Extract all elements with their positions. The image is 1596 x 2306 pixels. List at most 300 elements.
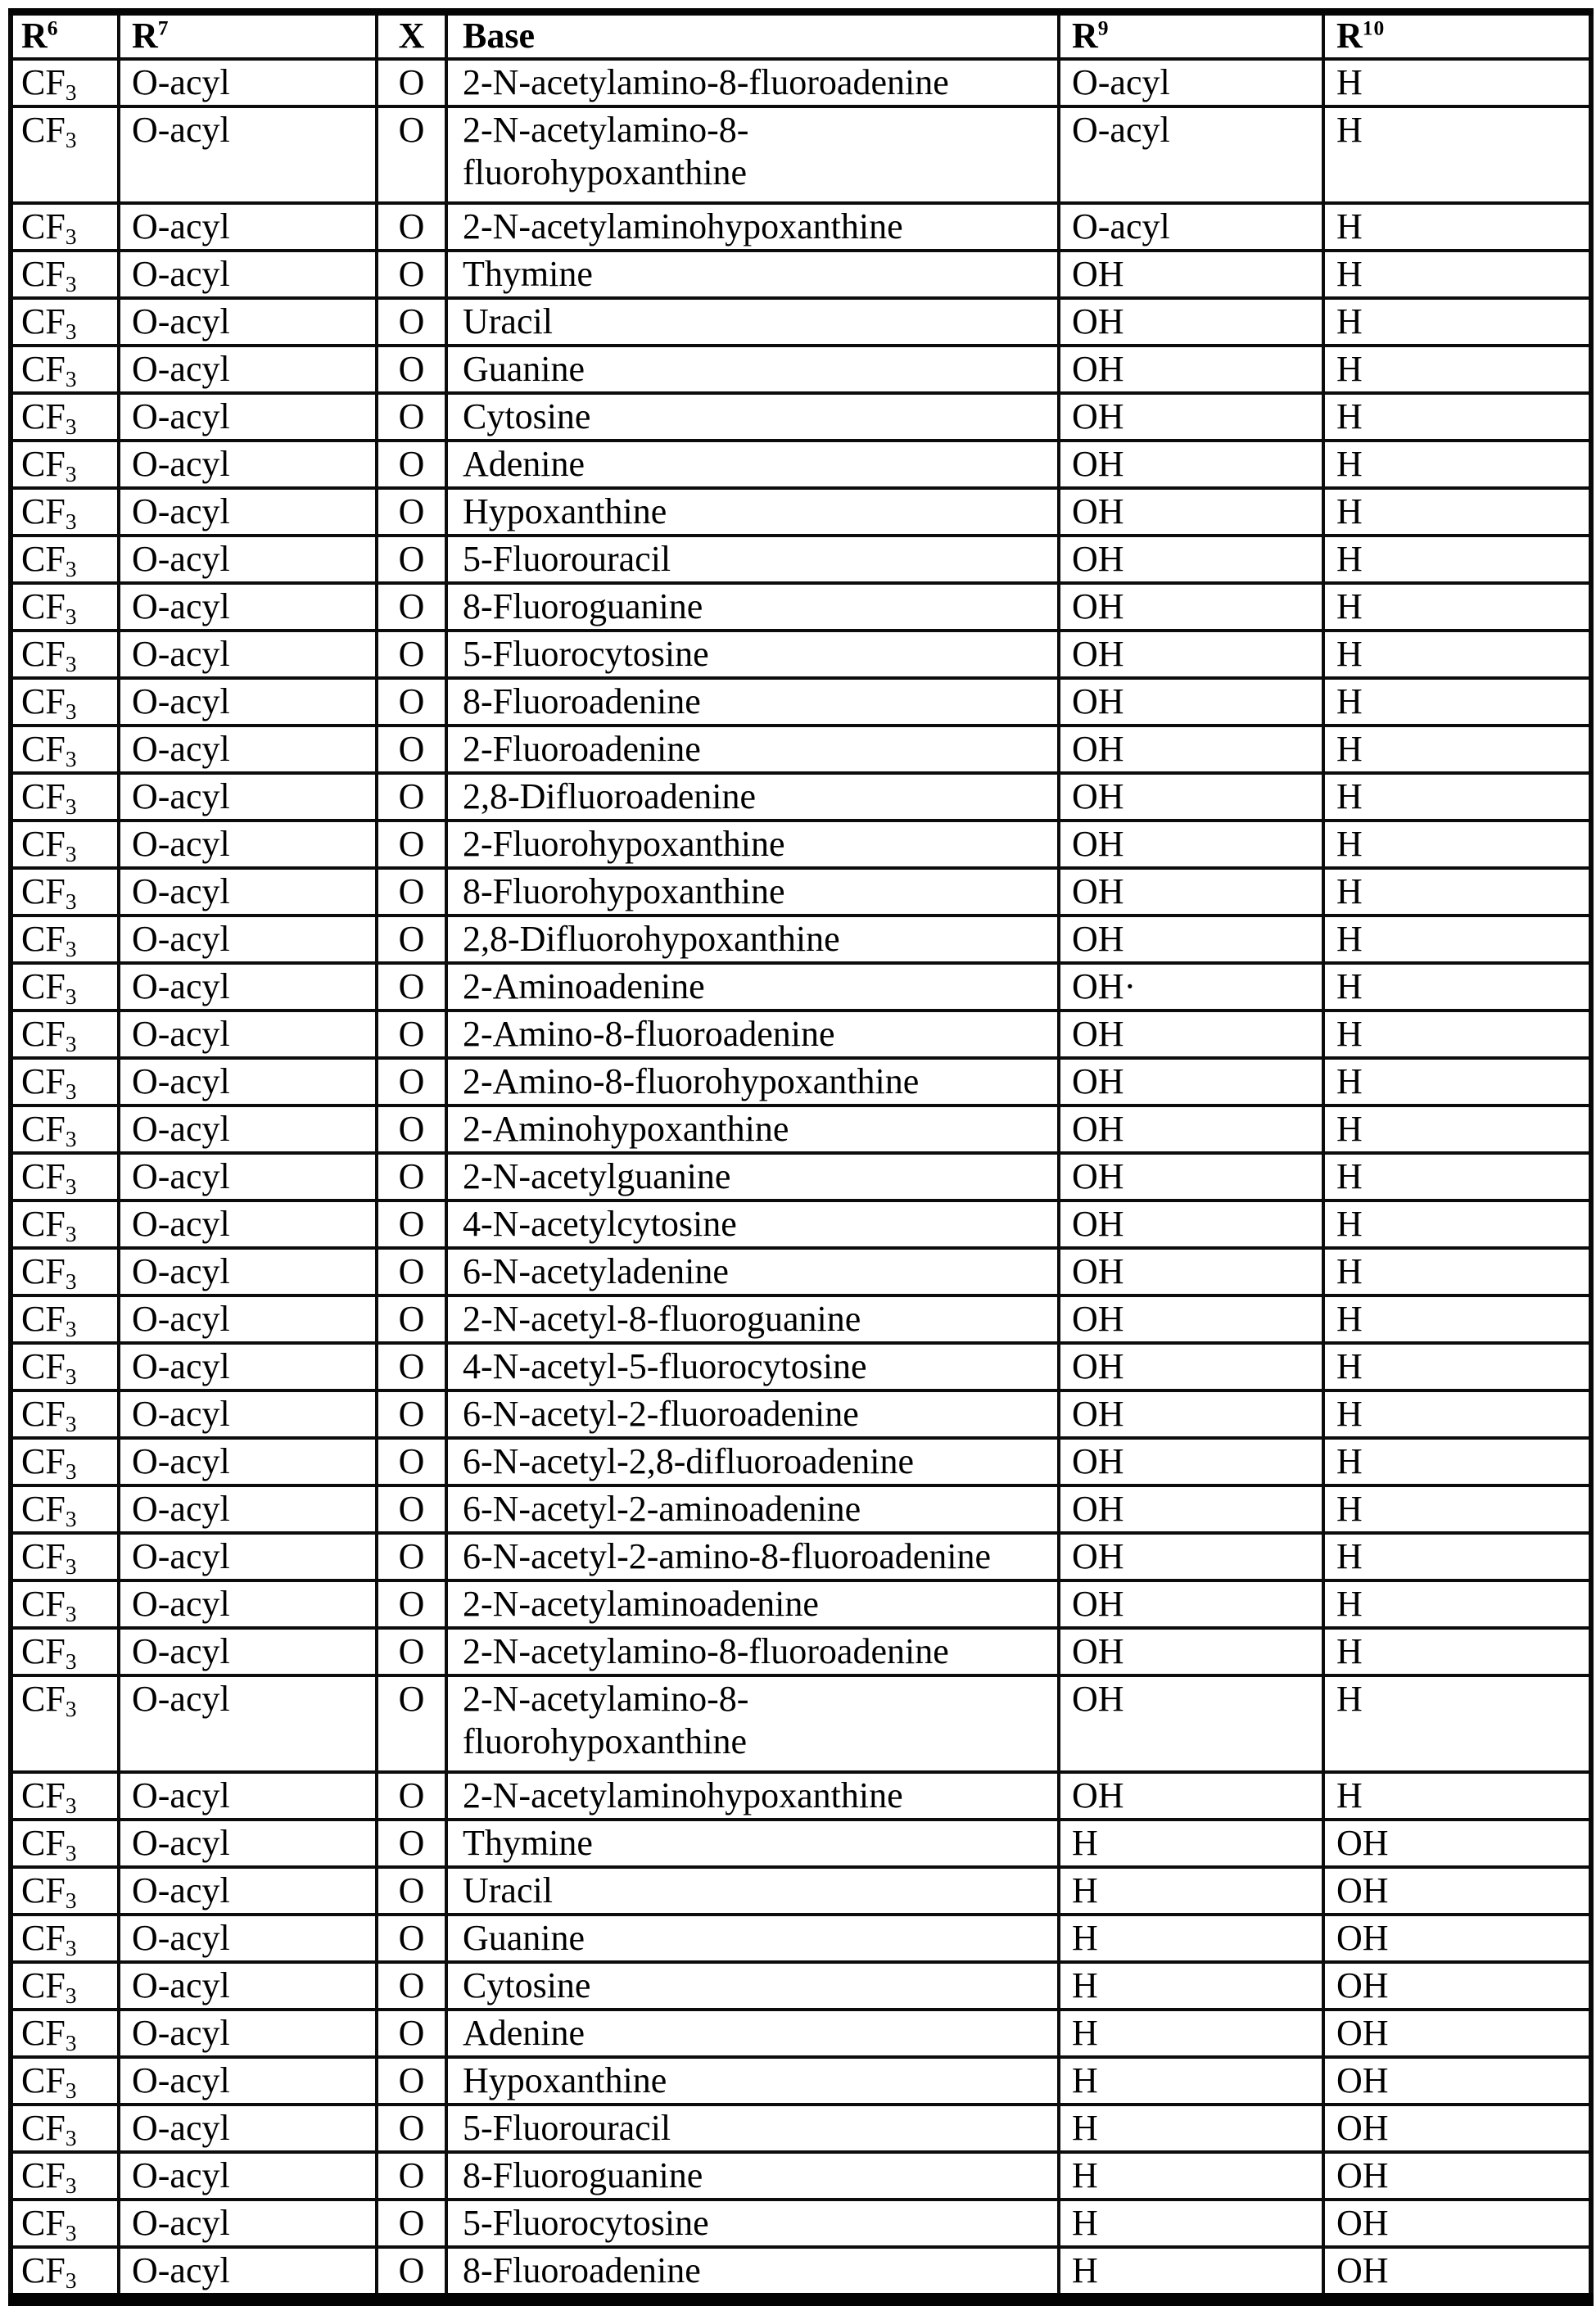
table-row bbox=[11, 203, 1591, 251]
cell-r7: O-acyl bbox=[119, 1867, 377, 1915]
cell-base: Hypoxanthine bbox=[446, 2057, 1059, 2105]
cell-r10: H bbox=[1323, 1343, 1591, 1390]
cell-x: O bbox=[377, 2057, 446, 2105]
cell-r6: $CF_3$ bbox=[11, 1820, 119, 1867]
cell-x: O bbox=[377, 441, 446, 488]
cell-r7: O-acyl bbox=[119, 1058, 377, 1106]
cell-base: Cytosine bbox=[446, 393, 1059, 441]
cell-r9: OH bbox=[1059, 1390, 1323, 1438]
cell-base: 5-Fluorouracil bbox=[446, 2105, 1059, 2152]
table-row bbox=[11, 251, 1591, 298]
table-row bbox=[11, 1772, 1591, 1820]
cell-x: O bbox=[377, 203, 446, 251]
cell-x: O bbox=[377, 1962, 446, 2010]
cell-base: 2,8-Difluorohypoxanthine bbox=[446, 916, 1059, 963]
cell-base: 2-N-acetylguanine bbox=[446, 1153, 1059, 1200]
cell-r9: OH bbox=[1059, 1772, 1323, 1820]
cell-base: 2-N-acetylamino-8-fluoroadenine bbox=[446, 1628, 1059, 1675]
cell-r6: $CF_3$ bbox=[11, 1153, 119, 1200]
cell-base: 8-Fluoroguanine bbox=[446, 583, 1059, 631]
cell-r7: O-acyl bbox=[119, 203, 377, 251]
cell-base: Guanine bbox=[446, 1915, 1059, 1962]
cell-x: O bbox=[377, 2152, 446, 2200]
cell-r7: O-acyl bbox=[119, 393, 377, 441]
cell-r9: OH bbox=[1059, 1295, 1323, 1343]
cell-r10: H bbox=[1323, 1580, 1591, 1628]
cell-base: 2-N-acetylaminohypoxanthine bbox=[446, 1772, 1059, 1820]
cell-r10: H bbox=[1323, 393, 1591, 441]
cell-r9: OH bbox=[1059, 441, 1323, 488]
header-r6: $R^6$ bbox=[11, 12, 119, 60]
cell-x: O bbox=[377, 916, 446, 963]
cell-r10: H bbox=[1323, 441, 1591, 488]
cell-r6: $CF_3$ bbox=[11, 488, 119, 536]
cell-r6: $CF_3$ bbox=[11, 868, 119, 916]
table-row bbox=[11, 726, 1591, 773]
cell-r6: $CF_3$ bbox=[11, 1011, 119, 1058]
cell-r10: H bbox=[1323, 631, 1591, 678]
cell-r6: $CF_3$ bbox=[11, 203, 119, 251]
cell-base: Thymine bbox=[446, 251, 1059, 298]
cell-base: 8-Fluoroadenine bbox=[446, 2247, 1059, 2299]
cell-r6: $CF_3$ bbox=[11, 678, 119, 726]
cell-x: O bbox=[377, 106, 446, 203]
table-row bbox=[11, 1248, 1591, 1295]
cell-r7: O-acyl bbox=[119, 488, 377, 536]
cell-r10: H bbox=[1323, 1485, 1591, 1533]
cell-base: 2-Aminohypoxanthine bbox=[446, 1106, 1059, 1153]
cell-r6: $CF_3$ bbox=[11, 1390, 119, 1438]
cell-r10: H bbox=[1323, 298, 1591, 346]
cell-r10: H bbox=[1323, 916, 1591, 963]
table-row bbox=[11, 1675, 1591, 1772]
cell-x: O bbox=[377, 583, 446, 631]
cell-r6: $CF_3$ bbox=[11, 726, 119, 773]
cell-r10: H bbox=[1323, 963, 1591, 1011]
cell-r7: O-acyl bbox=[119, 1295, 377, 1343]
cell-base: 2-N-acetylaminoadenine bbox=[446, 1580, 1059, 1628]
cell-x: O bbox=[377, 59, 446, 106]
cell-r7: O-acyl bbox=[119, 1772, 377, 1820]
cell-base: 6-N-acetyl-2,8-difluoroadenine bbox=[446, 1438, 1059, 1485]
cell-r6: $CF_3$ bbox=[11, 916, 119, 963]
cell-x: O bbox=[377, 2247, 446, 2299]
cell-r6: $CF_3$ bbox=[11, 346, 119, 393]
cell-base: 2-N-acetylamino-8- fluorohypoxanthine bbox=[446, 1675, 1059, 1772]
cell-r7: O-acyl bbox=[119, 2105, 377, 2152]
table-row bbox=[11, 488, 1591, 536]
cell-r6: $CF_3$ bbox=[11, 1248, 119, 1295]
cell-x: O bbox=[377, 1390, 446, 1438]
cell-base: 5-Fluorouracil bbox=[446, 536, 1059, 583]
cell-r7: O-acyl bbox=[119, 441, 377, 488]
cell-r9: OH bbox=[1059, 1343, 1323, 1390]
cell-r9: OH bbox=[1059, 1011, 1323, 1058]
cell-r7: O-acyl bbox=[119, 1343, 377, 1390]
cell-x: O bbox=[377, 821, 446, 868]
header-r9: $R^9$ bbox=[1059, 12, 1323, 60]
cell-r7: O-acyl bbox=[119, 298, 377, 346]
cell-r6: $CF_3$ bbox=[11, 963, 119, 1011]
cell-r6: $CF_3$ bbox=[11, 2200, 119, 2247]
cell-x: O bbox=[377, 773, 446, 821]
table-row bbox=[11, 106, 1591, 203]
substituent-table-container bbox=[8, 8, 1589, 2306]
cell-r7: O-acyl bbox=[119, 2057, 377, 2105]
cell-r9: O-acyl bbox=[1059, 106, 1323, 203]
cell-r10: OH bbox=[1323, 2105, 1591, 2152]
cell-r10: OH bbox=[1323, 1820, 1591, 1867]
cell-r6: $CF_3$ bbox=[11, 59, 119, 106]
cell-r9: OH bbox=[1059, 916, 1323, 963]
cell-x: O bbox=[377, 1772, 446, 1820]
cell-r9: OH bbox=[1059, 631, 1323, 678]
table-body bbox=[11, 59, 1591, 2299]
cell-x: O bbox=[377, 346, 446, 393]
cell-r7: O-acyl bbox=[119, 631, 377, 678]
cell-r7: O-acyl bbox=[119, 821, 377, 868]
cell-r9: O-acyl bbox=[1059, 203, 1323, 251]
cell-r7: O-acyl bbox=[119, 1106, 377, 1153]
cell-base: 2-N-acetylaminohypoxanthine bbox=[446, 203, 1059, 251]
cell-r9: OH bbox=[1059, 1058, 1323, 1106]
cell-r9: OH bbox=[1059, 678, 1323, 726]
cell-r9: OH bbox=[1059, 1106, 1323, 1153]
cell-r6: $CF_3$ bbox=[11, 1343, 119, 1390]
cell-base: 2-Aminoadenine bbox=[446, 963, 1059, 1011]
table-row bbox=[11, 1867, 1591, 1915]
cell-r6: $CF_3$ bbox=[11, 1438, 119, 1485]
cell-base: Hypoxanthine bbox=[446, 488, 1059, 536]
cell-r7: O-acyl bbox=[119, 1438, 377, 1485]
table-row bbox=[11, 393, 1591, 441]
cell-r6: $CF_3$ bbox=[11, 1295, 119, 1343]
cell-base: 2-Amino-8-fluorohypoxanthine bbox=[446, 1058, 1059, 1106]
cell-x: O bbox=[377, 868, 446, 916]
cell-base: Adenine bbox=[446, 441, 1059, 488]
cell-r9: OH bbox=[1059, 346, 1323, 393]
cell-base: 2-Fluoroadenine bbox=[446, 726, 1059, 773]
cell-r7: O-acyl bbox=[119, 1248, 377, 1295]
cell-r6: $CF_3$ bbox=[11, 1058, 119, 1106]
cell-r7: O-acyl bbox=[119, 1580, 377, 1628]
cell-r10: H bbox=[1323, 488, 1591, 536]
cell-r6: $CF_3$ bbox=[11, 536, 119, 583]
cell-r7: O-acyl bbox=[119, 1962, 377, 2010]
cell-r9: OH bbox=[1059, 1153, 1323, 1200]
table-row bbox=[11, 821, 1591, 868]
cell-r7: O-acyl bbox=[119, 1820, 377, 1867]
cell-base: 8-Fluoroadenine bbox=[446, 678, 1059, 726]
table-row bbox=[11, 1295, 1591, 1343]
cell-r10: H bbox=[1323, 1011, 1591, 1058]
table-row bbox=[11, 678, 1591, 726]
table-row bbox=[11, 916, 1591, 963]
table-row bbox=[11, 1390, 1591, 1438]
cell-r9: O-acyl bbox=[1059, 59, 1323, 106]
cell-x: O bbox=[377, 1915, 446, 1962]
cell-base: Uracil bbox=[446, 298, 1059, 346]
cell-r7: O-acyl bbox=[119, 773, 377, 821]
cell-r7: O-acyl bbox=[119, 2010, 377, 2057]
table-row bbox=[11, 2010, 1591, 2057]
cell-r7: O-acyl bbox=[119, 2152, 377, 2200]
cell-r10: H bbox=[1323, 1106, 1591, 1153]
cell-r6: $CF_3$ bbox=[11, 393, 119, 441]
cell-r7: O-acyl bbox=[119, 916, 377, 963]
cell-base: 6-N-acetyl-2-amino-8-fluoroadenine bbox=[446, 1533, 1059, 1580]
cell-x: O bbox=[377, 1248, 446, 1295]
cell-r10: OH bbox=[1323, 2152, 1591, 2200]
table-row bbox=[11, 1820, 1591, 1867]
cell-base: 8-Fluorohypoxanthine bbox=[446, 868, 1059, 916]
cell-base: 4-N-acetylcytosine bbox=[446, 1200, 1059, 1248]
cell-base: 8-Fluoroguanine bbox=[446, 2152, 1059, 2200]
cell-r10: H bbox=[1323, 773, 1591, 821]
cell-r10: OH bbox=[1323, 2010, 1591, 2057]
cell-r7: O-acyl bbox=[119, 536, 377, 583]
cell-base: 5-Fluorocytosine bbox=[446, 2200, 1059, 2247]
cell-r9: OH bbox=[1059, 583, 1323, 631]
cell-r6: $CF_3$ bbox=[11, 1628, 119, 1675]
cell-r6: $CF_3$ bbox=[11, 631, 119, 678]
table-row bbox=[11, 2105, 1591, 2152]
cell-r10: H bbox=[1323, 868, 1591, 916]
cell-r9: OH bbox=[1059, 1485, 1323, 1533]
cell-r10: OH bbox=[1323, 2200, 1591, 2247]
table-row bbox=[11, 2200, 1591, 2247]
table-row bbox=[11, 59, 1591, 106]
cell-x: O bbox=[377, 631, 446, 678]
table-row bbox=[11, 1533, 1591, 1580]
cell-r9: OH bbox=[1059, 393, 1323, 441]
cell-r10: H bbox=[1323, 203, 1591, 251]
cell-r10: H bbox=[1323, 1200, 1591, 1248]
table-row bbox=[11, 1011, 1591, 1058]
cell-r6: $CF_3$ bbox=[11, 1915, 119, 1962]
cell-r6: $CF_3$ bbox=[11, 821, 119, 868]
cell-r6: $CF_3$ bbox=[11, 1580, 119, 1628]
cell-base: 6-N-acetyl-2-fluoroadenine bbox=[446, 1390, 1059, 1438]
cell-x: O bbox=[377, 1200, 446, 1248]
cell-r9: OH bbox=[1059, 1438, 1323, 1485]
cell-r10: H bbox=[1323, 583, 1591, 631]
cell-x: O bbox=[377, 1438, 446, 1485]
cell-r7: O-acyl bbox=[119, 678, 377, 726]
cell-r9: OH bbox=[1059, 1200, 1323, 1248]
cell-base: 2-N-acetyl-8-fluoroguanine bbox=[446, 1295, 1059, 1343]
table-row bbox=[11, 1343, 1591, 1390]
table-row bbox=[11, 583, 1591, 631]
cell-base: Thymine bbox=[446, 1820, 1059, 1867]
cell-r9: H bbox=[1059, 1962, 1323, 2010]
table-header bbox=[11, 12, 1591, 60]
cell-x: O bbox=[377, 1820, 446, 1867]
cell-x: O bbox=[377, 1011, 446, 1058]
cell-x: O bbox=[377, 2105, 446, 2152]
cell-r10: H bbox=[1323, 536, 1591, 583]
cell-r10: H bbox=[1323, 726, 1591, 773]
cell-r7: O-acyl bbox=[119, 726, 377, 773]
cell-r6: $CF_3$ bbox=[11, 1106, 119, 1153]
cell-r9: OH bbox=[1059, 773, 1323, 821]
cell-x: O bbox=[377, 1867, 446, 1915]
cell-r9: OH bbox=[1059, 868, 1323, 916]
substituent-table bbox=[8, 8, 1594, 2306]
table-row bbox=[11, 1628, 1591, 1675]
cell-x: O bbox=[377, 298, 446, 346]
cell-r9: H bbox=[1059, 2010, 1323, 2057]
cell-base: 4-N-acetyl-5-fluorocytosine bbox=[446, 1343, 1059, 1390]
cell-r9: OH bbox=[1059, 298, 1323, 346]
cell-r6: $CF_3$ bbox=[11, 2152, 119, 2200]
table-row bbox=[11, 2152, 1591, 2200]
cell-r10: H bbox=[1323, 1058, 1591, 1106]
cell-r7: O-acyl bbox=[119, 1628, 377, 1675]
cell-r6: $CF_3$ bbox=[11, 1867, 119, 1915]
cell-x: O bbox=[377, 1295, 446, 1343]
cell-base: 2-N-acetylamino-8-fluoroadenine bbox=[446, 59, 1059, 106]
cell-r6: $CF_3$ bbox=[11, 251, 119, 298]
cell-r10: H bbox=[1323, 1153, 1591, 1200]
cell-x: O bbox=[377, 726, 446, 773]
cell-r6: $CF_3$ bbox=[11, 441, 119, 488]
cell-base: Guanine bbox=[446, 346, 1059, 393]
cell-x: O bbox=[377, 1058, 446, 1106]
cell-r10: OH bbox=[1323, 1915, 1591, 1962]
cell-r9: H bbox=[1059, 2105, 1323, 2152]
table-row bbox=[11, 1106, 1591, 1153]
table-row bbox=[11, 346, 1591, 393]
cell-r9: H bbox=[1059, 2200, 1323, 2247]
cell-r6: $CF_3$ bbox=[11, 1485, 119, 1533]
cell-x: O bbox=[377, 1675, 446, 1772]
cell-x: O bbox=[377, 1580, 446, 1628]
cell-r10: OH bbox=[1323, 1867, 1591, 1915]
cell-x: O bbox=[377, 2200, 446, 2247]
cell-x: O bbox=[377, 1485, 446, 1533]
header-row bbox=[11, 12, 1591, 60]
cell-x: O bbox=[377, 536, 446, 583]
cell-r6: $CF_3$ bbox=[11, 1962, 119, 2010]
table-row bbox=[11, 1485, 1591, 1533]
table-row bbox=[11, 2247, 1591, 2299]
table-row bbox=[11, 1058, 1591, 1106]
cell-r7: O-acyl bbox=[119, 1390, 377, 1438]
cell-r10: H bbox=[1323, 821, 1591, 868]
table-row bbox=[11, 868, 1591, 916]
cell-r6: $CF_3$ bbox=[11, 106, 119, 203]
cell-base: 2,8-Difluoroadenine bbox=[446, 773, 1059, 821]
cell-x: O bbox=[377, 1628, 446, 1675]
cell-r9: OH bbox=[1059, 1580, 1323, 1628]
header-r10: $R^{10}$ bbox=[1323, 12, 1591, 60]
cell-x: O bbox=[377, 2010, 446, 2057]
cell-base: 6-N-acetyladenine bbox=[446, 1248, 1059, 1295]
cell-r7: O-acyl bbox=[119, 1533, 377, 1580]
cell-r7: O-acyl bbox=[119, 106, 377, 203]
cell-r6: $CF_3$ bbox=[11, 2247, 119, 2299]
cell-r7: O-acyl bbox=[119, 868, 377, 916]
cell-r7: O-acyl bbox=[119, 1485, 377, 1533]
table-row bbox=[11, 298, 1591, 346]
cell-r10: OH bbox=[1323, 2247, 1591, 2299]
cell-r10: H bbox=[1323, 1438, 1591, 1485]
cell-r10: H bbox=[1323, 678, 1591, 726]
table-row bbox=[11, 1915, 1591, 1962]
cell-r7: O-acyl bbox=[119, 59, 377, 106]
cell-r7: O-acyl bbox=[119, 251, 377, 298]
cell-r6: $CF_3$ bbox=[11, 298, 119, 346]
cell-x: O bbox=[377, 488, 446, 536]
cell-r9: OH bbox=[1059, 251, 1323, 298]
cell-r9: OH bbox=[1059, 1533, 1323, 1580]
cell-r7: O-acyl bbox=[119, 1153, 377, 1200]
cell-base: 2-Amino-8-fluoroadenine bbox=[446, 1011, 1059, 1058]
cell-r9: OH bbox=[1059, 821, 1323, 868]
cell-base: 2-Fluorohypoxanthine bbox=[446, 821, 1059, 868]
cell-x: O bbox=[377, 393, 446, 441]
cell-r6: $CF_3$ bbox=[11, 1200, 119, 1248]
cell-x: O bbox=[377, 1343, 446, 1390]
cell-r10: H bbox=[1323, 106, 1591, 203]
cell-base: 2-N-acetylamino-8- fluorohypoxanthine bbox=[446, 106, 1059, 203]
cell-r6: $CF_3$ bbox=[11, 773, 119, 821]
cell-base: 5-Fluorocytosine bbox=[446, 631, 1059, 678]
header-r7: $R^7$ bbox=[119, 12, 377, 60]
cell-r10: H bbox=[1323, 1295, 1591, 1343]
cell-x: O bbox=[377, 963, 446, 1011]
cell-r9: OH bbox=[1059, 488, 1323, 536]
cell-r9: H bbox=[1059, 2152, 1323, 2200]
table-row bbox=[11, 1580, 1591, 1628]
cell-r6: $CF_3$ bbox=[11, 1675, 119, 1772]
cell-r9: OH bbox=[1059, 1628, 1323, 1675]
table-row bbox=[11, 1438, 1591, 1485]
cell-r6: $CF_3$ bbox=[11, 1533, 119, 1580]
table-row bbox=[11, 441, 1591, 488]
cell-x: O bbox=[377, 1533, 446, 1580]
cell-base: Adenine bbox=[446, 2010, 1059, 2057]
cell-r6: $CF_3$ bbox=[11, 1772, 119, 1820]
cell-r6: $CF_3$ bbox=[11, 2105, 119, 2152]
cell-r10: H bbox=[1323, 346, 1591, 393]
cell-r9: H bbox=[1059, 1915, 1323, 1962]
cell-r6: $CF_3$ bbox=[11, 2057, 119, 2105]
table-row bbox=[11, 2057, 1591, 2105]
cell-r7: O-acyl bbox=[119, 1011, 377, 1058]
cell-x: O bbox=[377, 678, 446, 726]
cell-r10: H bbox=[1323, 1390, 1591, 1438]
cell-r9: H bbox=[1059, 1820, 1323, 1867]
cell-r7: O-acyl bbox=[119, 963, 377, 1011]
table-row bbox=[11, 963, 1591, 1011]
cell-r10: H bbox=[1323, 1628, 1591, 1675]
cell-r10: H bbox=[1323, 1772, 1591, 1820]
cell-r10: OH bbox=[1323, 2057, 1591, 2105]
cell-r10: H bbox=[1323, 1248, 1591, 1295]
cell-r9: OH bbox=[1059, 536, 1323, 583]
cell-r10: H bbox=[1323, 251, 1591, 298]
cell-r9: H bbox=[1059, 2057, 1323, 2105]
table-row bbox=[11, 536, 1591, 583]
cell-x: O bbox=[377, 1153, 446, 1200]
cell-r7: O-acyl bbox=[119, 1675, 377, 1772]
cell-r9: OH bbox=[1059, 726, 1323, 773]
cell-r10: H bbox=[1323, 1675, 1591, 1772]
cell-r6: $CF_3$ bbox=[11, 2010, 119, 2057]
table-row bbox=[11, 1153, 1591, 1200]
